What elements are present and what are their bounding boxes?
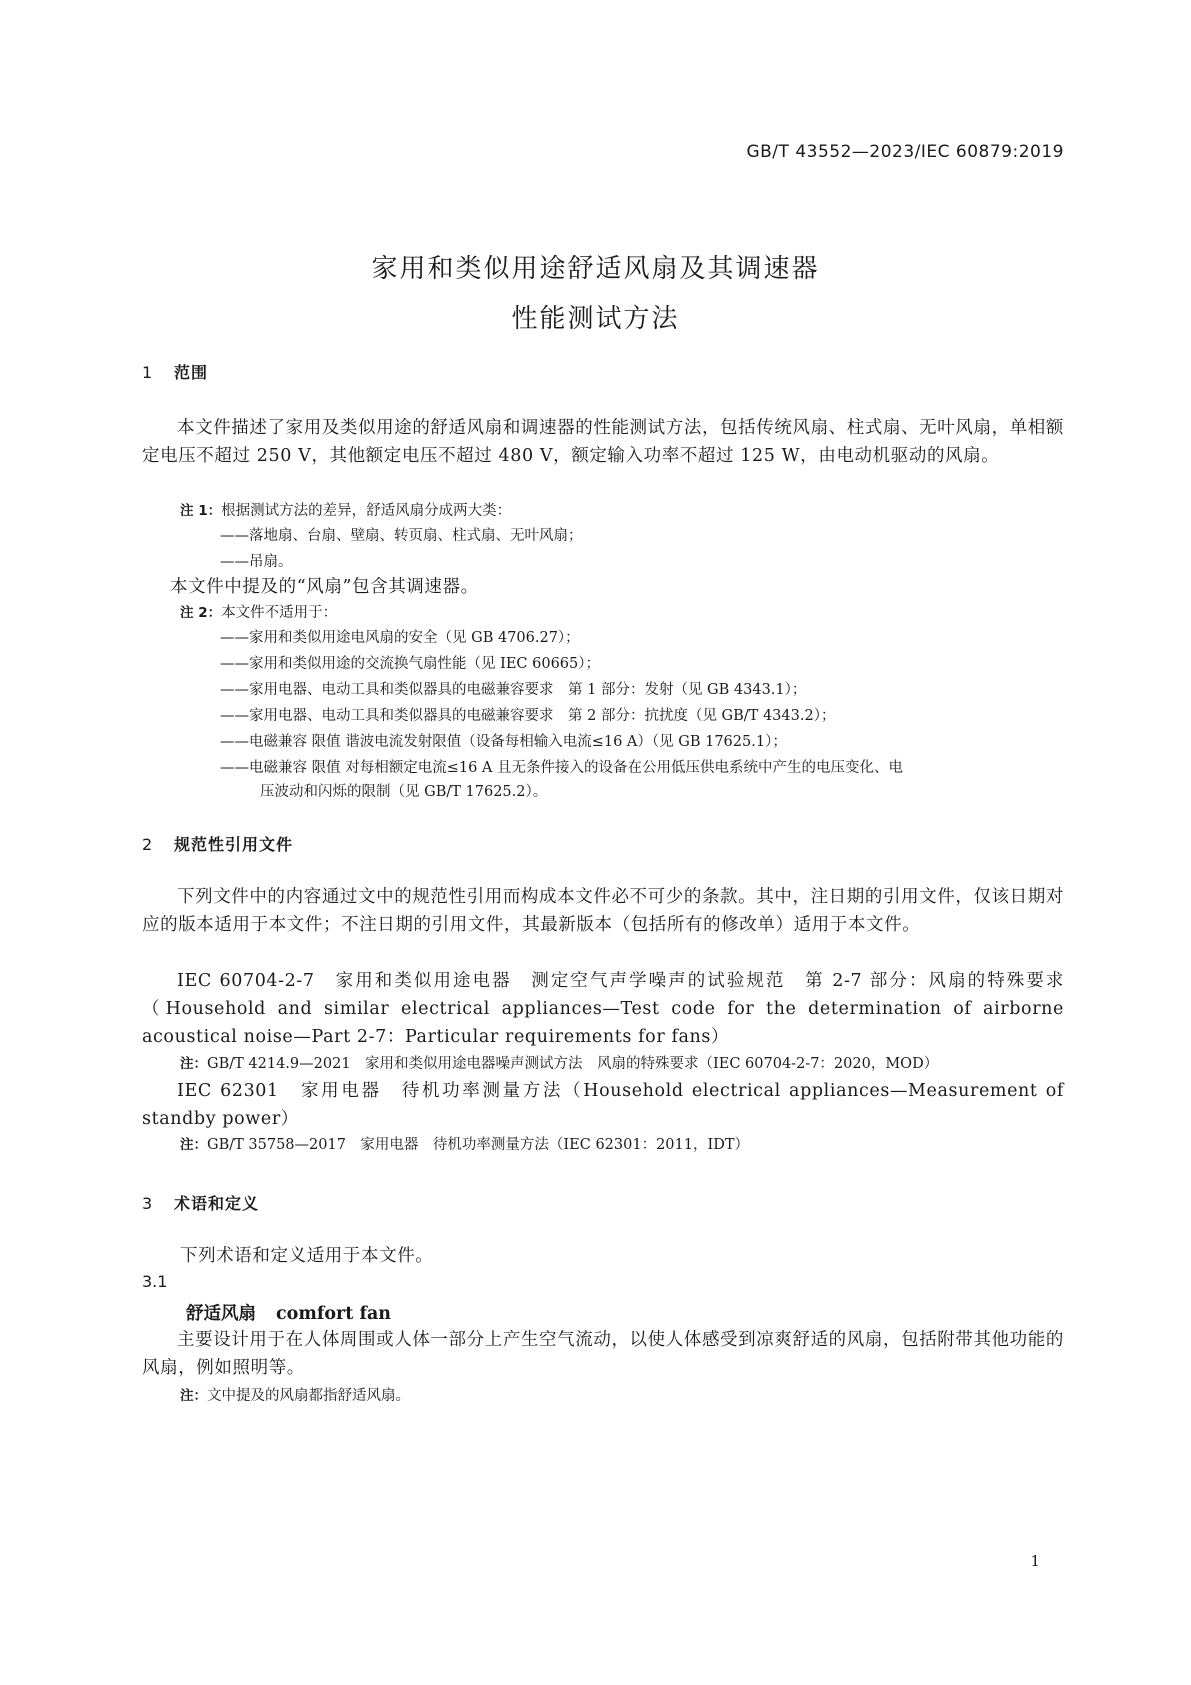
section-1-title: 范围: [174, 363, 209, 382]
note-text: GB/T 35758—2017 家用电器 待机功率测量方法（IEC 62301：2011，IDT）: [207, 1137, 749, 1153]
section-1-heading: [142, 360, 208, 383]
section-2-title: 规范性引用文件: [174, 835, 294, 854]
title-line-1: 家用和类似用途舒适风扇及其调速器: [371, 254, 820, 284]
term-heading: [186, 1300, 391, 1325]
note-label: 注：: [180, 1056, 207, 1072]
section-2-paragraph-1: 下列文件中的内容通过文中的规范性引用而构成本文件必不可少的条款。其中，注日期的引用文件，仅该日期对应的版本适用于本文件；不注日期的引用文件，其最新版本（包括所有的修改单）适用于本文件。: [142, 887, 1064, 935]
note-2-item-2: ——家用和类似用途的交流换气扇性能（见 IEC 60665）；: [220, 656, 601, 672]
note-label: 注：: [180, 1388, 207, 1404]
note-2-item-5: ——电磁兼容 限值 谐波电流发射限值（设备每相输入电流≤16 A）（见 GB 17625.1）；: [220, 734, 787, 750]
section-1-note-1: [180, 500, 511, 522]
reference-iec-62301: IEC 62301 家用电器 待机功率测量方法（Household electrical appliances—Measurement of standby power）: [142, 1081, 1064, 1129]
note-2-item-6-continued: 压波动和闪烁的限制（见 GB/T 17625.2）。: [260, 784, 548, 800]
section-3-paragraph-1: 下列术语和定义适用于本文件。: [180, 1246, 434, 1266]
note-2-item-4: ——家用电器、电动工具和类似器具的电磁兼容要求 第 2 部分：抗扰度（见 GB/T 4343.2）；: [220, 708, 836, 724]
note-text: 根据测试方法的差异，舒适风扇分成两大类：: [221, 503, 512, 519]
section-2-heading: [142, 832, 293, 855]
note-label: 注 2：: [180, 605, 222, 621]
section-2-number: 2: [142, 835, 154, 854]
reference-iec-60704-2-7: IEC 60704-2-7 家用和类似用途电器 测定空气声学噪声的试验规范 第 2-7 部分：风扇的特殊要求（Household and similar electrical appliances—Test code for the determination of airborne acoustical noise—Part 2-7：Particular requirements for fans）: [142, 971, 1064, 1047]
note-1-item-2: ——吊扇。: [220, 554, 293, 570]
note-2-item-1: ——家用和类似用途电风扇的安全（见 GB 4706.27）；: [220, 630, 580, 646]
term-english: comfort fan: [276, 1304, 392, 1324]
document-title: [0, 244, 1191, 344]
section-1-note-2: [180, 602, 337, 624]
note-text: 本文件不适用于：: [221, 605, 338, 621]
note-text: 文中提及的风扇都指舒适风扇。: [207, 1388, 410, 1404]
section-3-title: 术语和定义: [174, 1194, 260, 1213]
title-line-2: 性能测试方法: [511, 304, 680, 334]
note-2-item-6: ——电磁兼容 限值 对每相额定电流≤16 A 且无条件接入的设备在公用低压供电系统中产生的电压变化、电: [220, 760, 904, 776]
section-1-paragraph-1: 本文件描述了家用及类似用途的舒适风扇和调速器的性能测试方法，包括传统风扇、柱式扇、无叶风扇，单相额定电压不超过 250 V，其他额定电压不超过 480 V，额定输入功率不超过 125 W，由电动机驱动的风扇。: [142, 418, 1064, 466]
term-definition: 主要设计用于在人体周围或人体一部分上产生空气流动，以使人体感受到凉爽舒适的风扇，包括附带其他功能的风扇，例如照明等。: [142, 1330, 1064, 1378]
note-1-item-1: ——落地扇、台扇、壁扇、转页扇、柱式扇、无叶风扇；: [220, 528, 583, 544]
section-3-heading: [142, 1191, 259, 1214]
section-1-number: 1: [142, 363, 154, 382]
section-3-number: 3: [142, 1194, 154, 1213]
note-text: GB/T 4214.9—2021 家用和类似用途电器噪声测试方法 风扇的特殊要求（IEC 60704-2-7：2020，MOD）: [207, 1056, 939, 1072]
section-2-note-1: [180, 1053, 938, 1075]
note-label: 注 1：: [180, 503, 222, 519]
note-label: 注：: [180, 1137, 207, 1153]
section-1-paragraph-2: 本文件中提及的“风扇”包含其调速器。: [170, 577, 479, 597]
term-number: 3.1: [142, 1272, 168, 1291]
note-2-item-3: ——家用电器、电动工具和类似器具的电磁兼容要求 第 1 部分：发射（见 GB 4343.1）；: [220, 682, 807, 698]
term-chinese: 舒适风扇: [186, 1304, 256, 1324]
section-3-note: [180, 1385, 410, 1407]
page-number: 1: [1030, 1552, 1040, 1570]
standard-code: GB/T 43552—2023/IEC 60879:2019: [746, 142, 1064, 162]
section-2-note-2: [180, 1134, 749, 1156]
